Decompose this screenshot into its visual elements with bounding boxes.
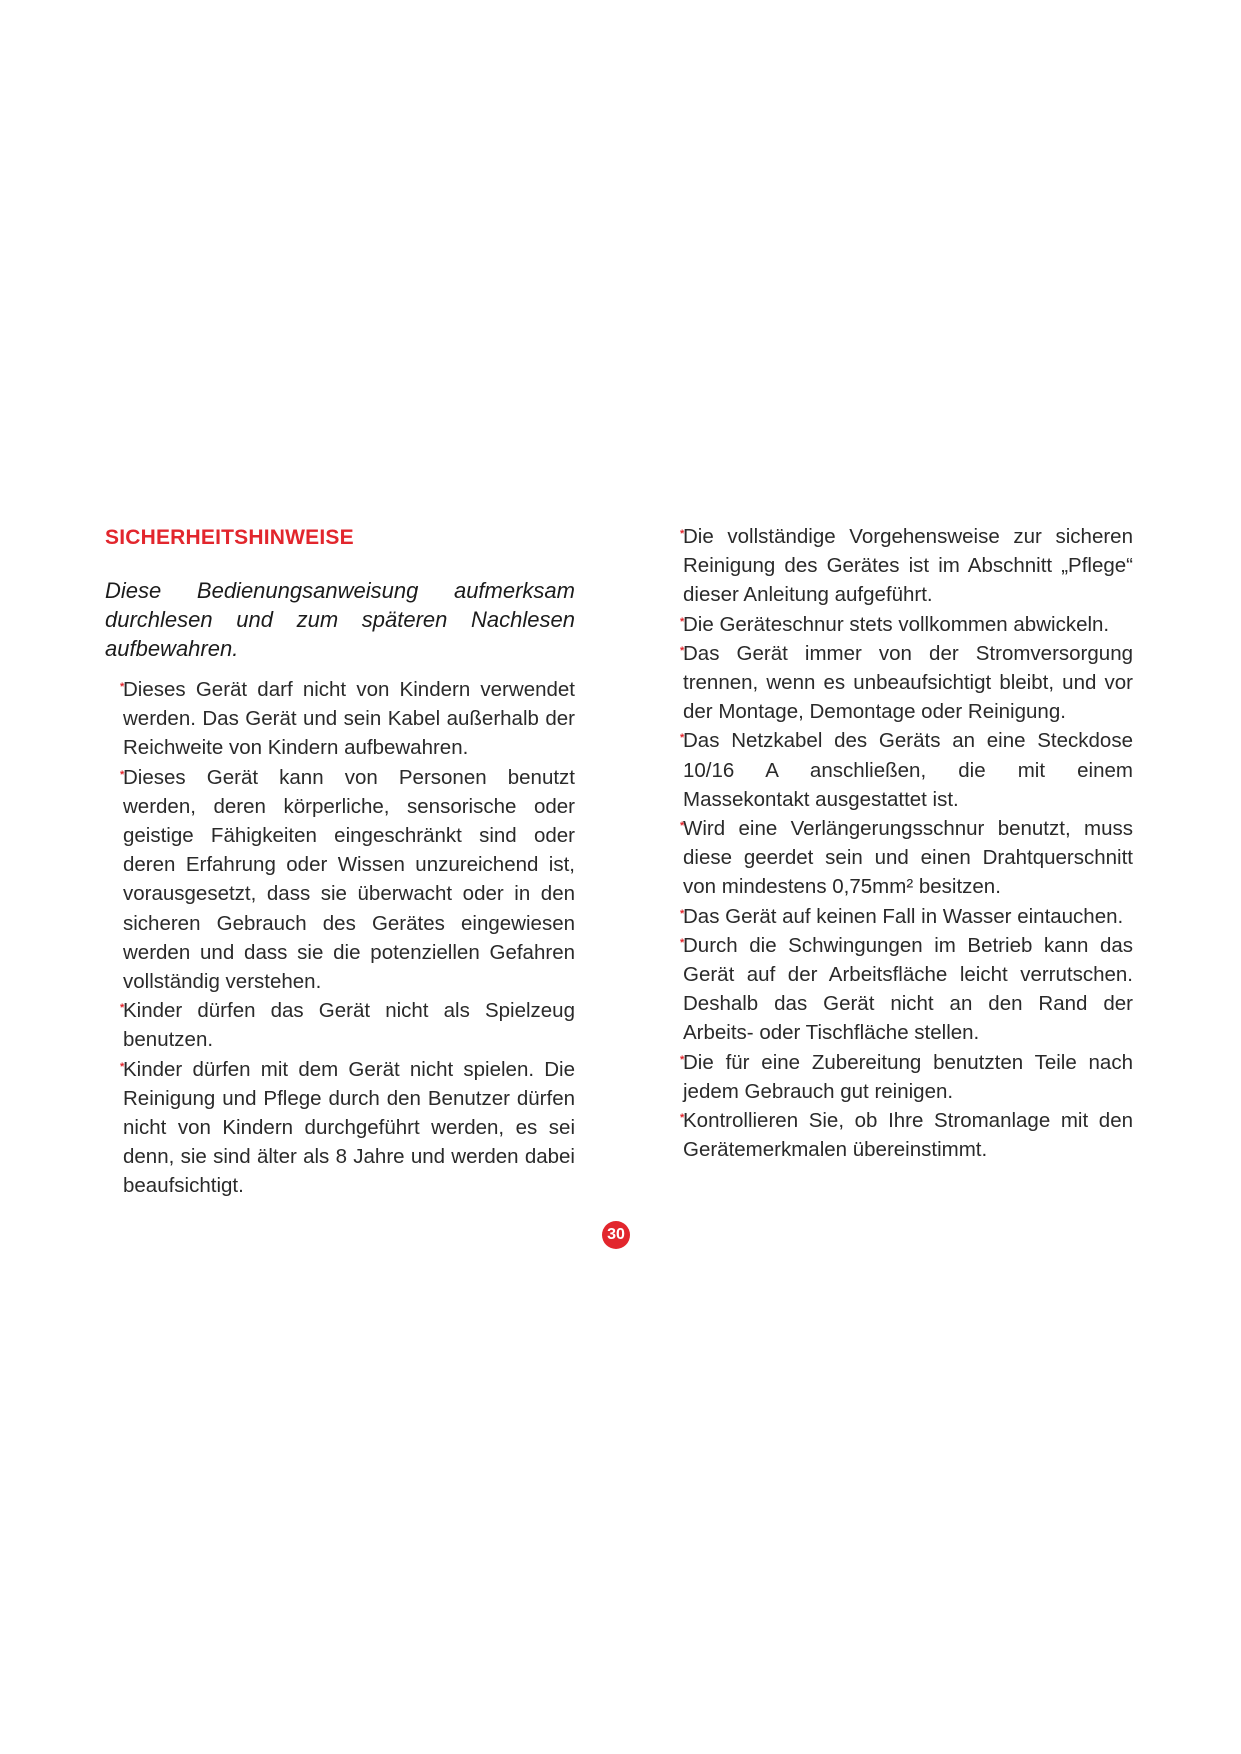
right-bullet-list	[680, 522, 1133, 1164]
list-item-text: Dieses Gerät kann von Personen benutzt werden, deren körperliche, sensorische oder geistige Fähigkeiten eingeschränkt sind oder deren Erfahrung oder Wissen unzureichend ist, vorausgesetzt, dass sie überwacht oder in den sicheren Gebrauch des Gerätes eingewiesen werden und dass sie die potenziellen Gefahren vollständig verstehen.	[123, 765, 575, 994]
list-item	[680, 610, 1133, 639]
list-item-text: Kinder dürfen mit dem Gerät nicht spielen. Die Reinigung und Pflege durch den Benutzer dürfen nicht von Kindern durchgeführt werden, es sei denn, sie sind älter als 8 Jahre und werden dabei beaufsichtigt.	[123, 1057, 575, 1198]
list-item-text: Durch die Schwingungen im Betrieb kann das Gerät auf der Arbeitsfläche leicht verrutschen. Deshalb das Gerät nicht an den Rand der Arbeits- oder Tischfläche stellen.	[683, 933, 1133, 1045]
list-item-text: Dieses Gerät darf nicht von Kindern verwendet werden. Das Gerät und sein Kabel außerhalb der Reichweite von Kindern aufbewahren.	[123, 678, 575, 760]
list-item	[120, 675, 575, 763]
list-item-text: Wird eine Verlängerungsschnur benutzt, muss diese geerdet sein und einen Drahtquerschnitt von mindestens 0,75mm² besitzen.	[683, 817, 1133, 899]
asterisk-icon: *	[680, 528, 685, 540]
list-item-text: Die für eine Zubereitung benutzten Teile nach jedem Gebrauch gut reinigen.	[683, 1050, 1133, 1103]
list-item	[680, 522, 1133, 610]
asterisk-icon: *	[680, 820, 685, 833]
list-item-text: Das Netzkabel des Geräts an eine Steckdose 10/16 A anschließen, die mit einem Massekontakt ausgestattet ist.	[683, 729, 1133, 811]
right-column	[680, 522, 1133, 1164]
asterisk-icon: *	[680, 936, 685, 949]
asterisk-icon: *	[680, 732, 685, 745]
section-heading: SICHERHEITSHINWEISE	[105, 526, 354, 549]
list-item-text: Die Geräteschnur stets vollkommen abwickeln.	[683, 612, 1110, 636]
list-item-text: Kinder dürfen das Gerät nicht als Spielzeug benutzen.	[123, 999, 575, 1052]
list-item-text: Das Gerät immer von der Stromversorgung trennen, wenn es unbeaufsichtigt bleibt, und vor der Montage, Demontage oder Reinigung.	[683, 641, 1133, 724]
asterisk-icon: *	[680, 1053, 685, 1066]
list-item	[680, 639, 1133, 727]
asterisk-icon: *	[680, 1112, 685, 1125]
left-column	[105, 520, 575, 1201]
left-bullet-list	[105, 675, 575, 1201]
list-item	[120, 763, 575, 997]
asterisk-icon: *	[120, 1060, 125, 1073]
asterisk-icon: *	[680, 644, 685, 657]
list-item	[120, 1055, 575, 1201]
list-item-text: Das Gerät auf keinen Fall in Wasser eintauchen.	[683, 904, 1124, 928]
list-item	[680, 1106, 1133, 1164]
page-number-badge: 30	[602, 1221, 630, 1249]
list-item	[680, 1048, 1133, 1106]
list-item-text: Kontrollieren Sie, ob Ihre Stromanlage mit den Gerätemerkmalen übereinstimmt.	[683, 1109, 1133, 1162]
asterisk-icon: *	[120, 768, 125, 781]
list-item	[680, 931, 1133, 1048]
asterisk-icon: *	[680, 615, 685, 628]
list-item	[120, 996, 575, 1054]
asterisk-icon: *	[120, 681, 125, 693]
list-item	[680, 902, 1133, 931]
intro-text: Diese Bedienungsanweisung aufmerksam durchlesen und zum späteren Nachlesen aufbewahren.	[105, 578, 575, 661]
list-item	[680, 726, 1133, 814]
list-item	[680, 814, 1133, 902]
list-item-text: Die vollständige Vorgehensweise zur sicheren Reinigung des Gerätes ist im Abschnitt „Pflege“ dieser Anleitung aufgeführt.	[683, 525, 1133, 607]
asterisk-icon: *	[120, 1002, 125, 1015]
asterisk-icon: *	[680, 907, 685, 920]
